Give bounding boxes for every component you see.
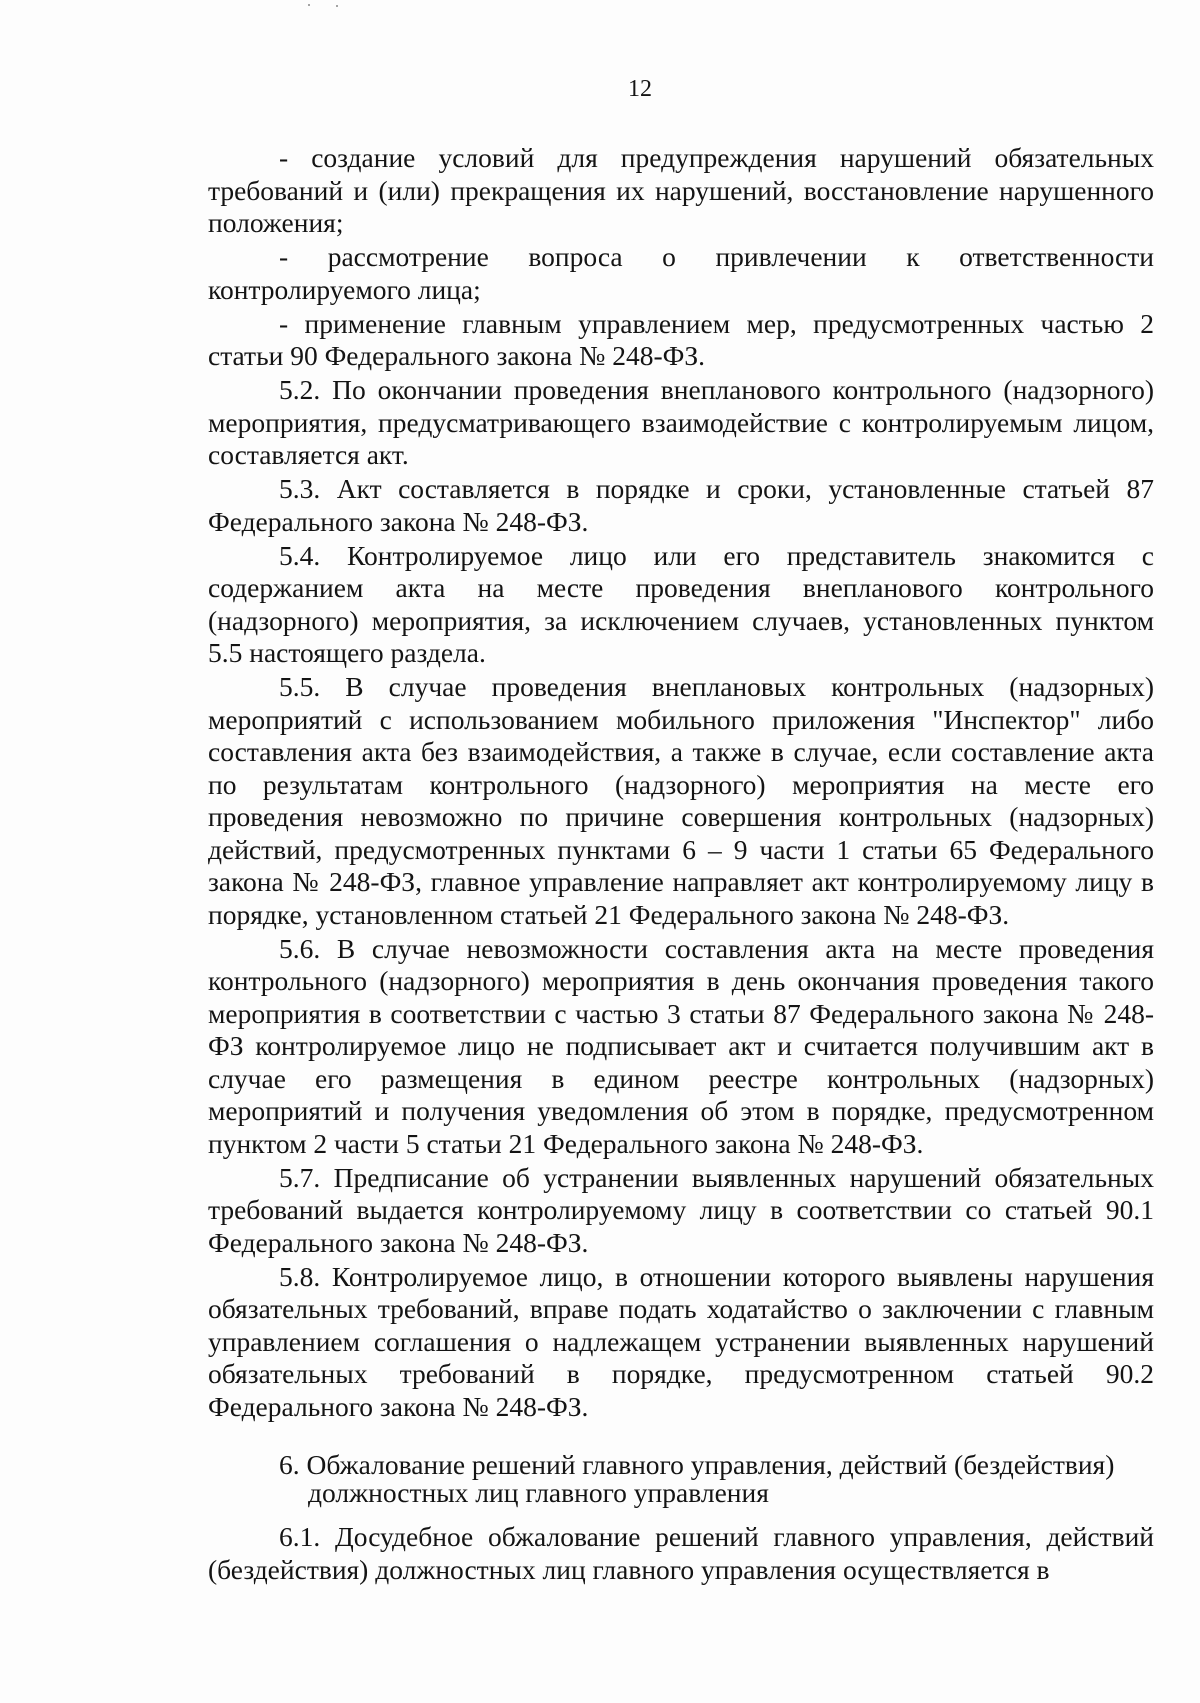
section-heading bbox=[208, 1451, 1154, 1507]
paragraph: 5.2. По окончании проведения внепланового контрольного (надзорного) мероприятия, предусматривающего взаимодействие с контролируемым лицом, составляется акт. bbox=[208, 374, 1154, 470]
page-number: 12 bbox=[628, 76, 652, 102]
paragraph: 6.1. Досудебное обжалование решений главного управления, действий (бездействия) должностных лиц главного управления осуществляется в bbox=[208, 1521, 1154, 1585]
paragraph: 5.8. Контролируемое лицо, в отношении которого выявлены нарушения обязательных требований, вправе подать ходатайство о заключении с главным управлением соглашения о надлежащем устранении выявленных нарушений обязательных требований в порядке, предусмотренном статьей 90.2 Федерального закона № 248-ФЗ. bbox=[208, 1260, 1154, 1422]
section-heading-line2: должностных лиц главного управления bbox=[308, 1477, 769, 1508]
scan-speck bbox=[308, 4, 310, 6]
paragraph: 5.4. Контролируемое лицо или его представитель знакомится с содержанием акта на месте проведения внепланового контрольного (надзорного) мероприятия, за исключением случаев, установленных пунктом 5.5 настоящего раздела. bbox=[208, 539, 1154, 668]
paragraph: - рассмотрение вопроса о привлечении к ответственности контролируемого лица; bbox=[208, 241, 1154, 305]
paragraph: 5.3. Акт составляется в порядке и сроки, установленные статьей 87 Федерального закона № 248-ФЗ. bbox=[208, 473, 1154, 537]
paragraph: - создание условий для предупреждения нарушений обязательных требований и (или) прекращения их нарушений, восстановление нарушенного положения; bbox=[208, 142, 1154, 238]
paragraph: 5.5. В случае проведения внеплановых контрольных (надзорных) мероприятий с использованием мобильного приложения "Инспектор" либо составления акта без взаимодействия, а также в случае, если составление акта по результатам контрольного (надзорного) мероприятия на месте его проведения невозможно по причине совершения контрольных (надзорных) действий, предусмотренных пунктами 6 – 9 части 1 статьи 65 Федерального закона № 248-ФЗ, главное управление направляет акт контролируемому лицу в порядке, установленном статьей 21 Федерального закона № 248-ФЗ. bbox=[208, 671, 1154, 930]
paragraph: 5.7. Предписание об устранении выявленных нарушений обязательных требований выдается контролируемому лицу в соответствии со статьей 90.1 Федерального закона № 248-ФЗ. bbox=[208, 1161, 1154, 1258]
section-heading-line1: 6. Обжалование решений главного управления, действий (бездействия) bbox=[279, 1449, 1115, 1480]
paragraph: 5.6. В случае невозможности составления акта на месте проведения контрольного (надзорного) мероприятия в день окончания проведения такого мероприятия в соответствии с частью 3 статьи 87 Федерального закона № 248-ФЗ контролируемое лицо не подписывает акт и считается получившим акт в случае его размещения в едином реестре контрольных (надзорных) мероприятий и получения уведомления об этом в порядке, предусмотренном пунктом 2 части 5 статьи 21 Федерального закона № 248-ФЗ. bbox=[208, 932, 1154, 1159]
paragraph: - применение главным управлением мер, предусмотренных частью 2 статьи 90 Федерального закона № 248-ФЗ. bbox=[208, 307, 1154, 371]
scan-speck bbox=[336, 5, 338, 7]
document-body bbox=[208, 142, 1154, 1588]
